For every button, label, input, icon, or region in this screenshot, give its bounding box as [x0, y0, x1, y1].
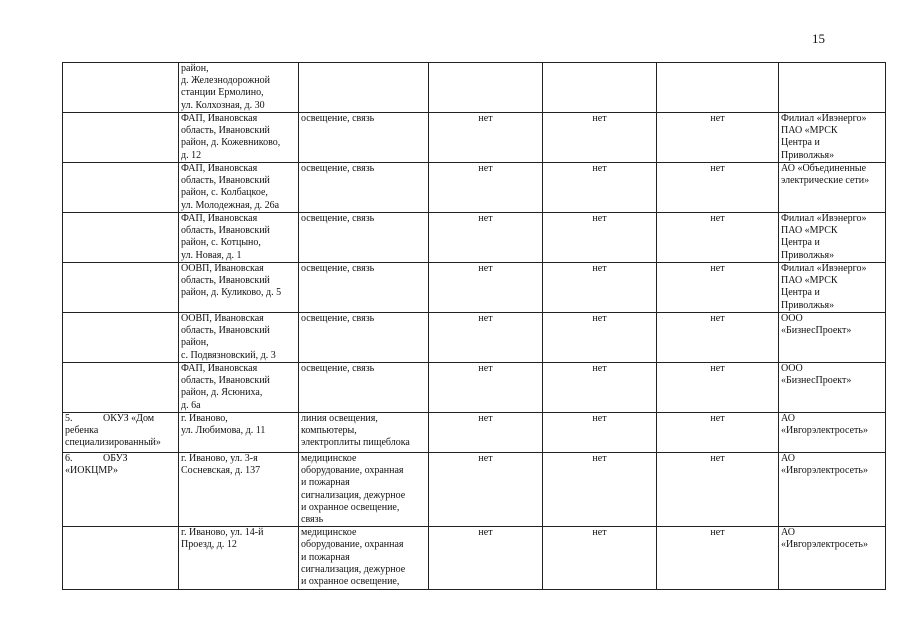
equipment-cell-text: освещение, связь — [301, 213, 375, 224]
supplier-cell — [779, 313, 886, 363]
col5-cell — [543, 527, 657, 590]
page-number: 15 — [812, 31, 825, 46]
equipment-cell — [299, 313, 429, 363]
address-cell — [179, 213, 299, 263]
address-cell-text: ООВП, Ивановская область, Ивановский район, д. Куликово, д. 5 — [181, 263, 282, 299]
supplier-cell — [779, 527, 886, 590]
col4-cell-text: нет — [478, 163, 493, 174]
equipment-cell — [299, 213, 429, 263]
col4-cell — [429, 113, 543, 163]
table-row — [63, 113, 886, 163]
col6-cell — [657, 113, 779, 163]
col6-cell — [657, 213, 779, 263]
supplier-cell — [779, 363, 886, 413]
col5-cell — [543, 213, 657, 263]
col4-cell — [429, 313, 543, 363]
table-row — [63, 363, 886, 413]
supplier-cell-text: ООО «БизнесПроект» — [781, 313, 852, 337]
address-cell-text: ФАП, Ивановская область, Ивановский район, д. Ясюниха, д. 6а — [181, 363, 270, 411]
address-cell — [179, 163, 299, 213]
col6-cell-text: нет — [710, 213, 725, 224]
org-name: ОБУЗ «ИОКЦМР» — [65, 453, 128, 477]
col6-cell-text: нет — [710, 113, 725, 124]
supplier-cell — [779, 63, 886, 113]
col5-cell — [543, 363, 657, 413]
col6-cell-text: нет — [710, 363, 725, 374]
table-row — [63, 313, 886, 363]
equipment-cell — [299, 163, 429, 213]
col6-cell — [657, 163, 779, 213]
org-name: ОКУЗ «Дом ребенка специализированный» — [65, 413, 161, 449]
table-row — [63, 453, 886, 527]
supplier-cell-text: Филиал «Ивэнерго» ПАО «МРСК Центра и Приволжья» — [781, 213, 867, 261]
col6-cell — [657, 527, 779, 590]
col6-cell-text: нет — [710, 163, 725, 174]
table-row — [63, 263, 886, 313]
col4-cell — [429, 413, 543, 453]
supplier-cell — [779, 113, 886, 163]
equipment-cell — [299, 413, 429, 453]
col6-cell — [657, 413, 779, 453]
col4-cell-text: нет — [478, 313, 493, 324]
supplier-cell-text: Филиал «Ивэнерго» ПАО «МРСК Центра и Приволжья» — [781, 113, 867, 161]
col5-cell — [543, 453, 657, 527]
supplier-cell-text: АО «Ивгорэлектросеть» — [781, 413, 868, 437]
table-row — [63, 63, 886, 113]
supplier-cell — [779, 263, 886, 313]
col5-cell — [543, 413, 657, 453]
supplier-cell-text: Филиал «Ивэнерго» ПАО «МРСК Центра и Приволжья» — [781, 263, 867, 311]
col4-cell-text: нет — [478, 413, 493, 424]
supplier-cell-text: АО «Объединенные электрические сети» — [781, 163, 870, 187]
col6-cell-text: нет — [710, 453, 725, 464]
col6-cell — [657, 313, 779, 363]
equipment-cell — [299, 453, 429, 527]
col5-cell-text: нет — [592, 263, 607, 274]
col4-cell-text: нет — [478, 113, 493, 124]
table-row — [63, 413, 886, 453]
equipment-cell-text: линия освещения, компьютеры, электроплиты пищеблока — [301, 413, 410, 449]
equipment-cell — [299, 363, 429, 413]
col5-cell — [543, 63, 657, 113]
col4-cell — [429, 213, 543, 263]
organization-cell — [63, 313, 179, 363]
facilities-table — [62, 62, 886, 590]
table-row — [63, 213, 886, 263]
equipment-cell-text: освещение, связь — [301, 363, 375, 374]
address-cell — [179, 63, 299, 113]
col4-cell — [429, 63, 543, 113]
organization-cell — [63, 213, 179, 263]
col4-cell-text: нет — [478, 527, 493, 539]
org-number: 5. — [65, 413, 73, 424]
col5-cell — [543, 313, 657, 363]
organization-cell — [63, 363, 179, 413]
supplier-cell — [779, 213, 886, 263]
col5-cell-text: нет — [592, 453, 607, 464]
col5-cell — [543, 113, 657, 163]
organization-cell — [63, 413, 179, 453]
address-cell-text: район, д. Железнодорожной станции Ермолино, ул. Колхозная, д. 30 — [181, 63, 270, 111]
col6-cell-text: нет — [710, 527, 725, 539]
col4-cell-text: нет — [478, 263, 493, 274]
equipment-cell — [299, 263, 429, 313]
equipment-cell-text: медицинское оборудование, охранная и пожарная сигнализация, дежурное и охранное освещение, — [301, 527, 406, 588]
address-cell — [179, 363, 299, 413]
organization-cell — [63, 113, 179, 163]
col4-cell-text: нет — [478, 363, 493, 374]
address-cell — [179, 413, 299, 453]
col6-cell-text: нет — [710, 263, 725, 274]
col5-cell — [543, 263, 657, 313]
supplier-cell-text: АО «Ивгорэлектросеть» — [781, 527, 868, 551]
organization-cell — [63, 163, 179, 213]
col6-cell — [657, 453, 779, 527]
col4-cell — [429, 163, 543, 213]
address-cell-text: ФАП, Ивановская область, Ивановский район, д. Кожевниково, д. 12 — [181, 113, 281, 161]
col6-cell — [657, 363, 779, 413]
col4-cell-text: нет — [478, 213, 493, 224]
organization-cell — [63, 527, 179, 590]
address-cell-text: г. Иваново, ул. 14-й Проезд, д. 12 — [181, 527, 264, 551]
col4-cell — [429, 263, 543, 313]
col6-cell-text: нет — [710, 313, 725, 324]
col4-cell — [429, 527, 543, 590]
col5-cell-text: нет — [592, 163, 607, 174]
col6-cell — [657, 263, 779, 313]
col5-cell-text: нет — [592, 413, 607, 424]
col5-cell-text: нет — [592, 313, 607, 324]
table-row — [63, 527, 886, 590]
address-cell — [179, 313, 299, 363]
equipment-cell — [299, 113, 429, 163]
col4-cell — [429, 453, 543, 527]
equipment-cell-text: медицинское оборудование, охранная и пожарная сигнализация, дежурное и охранное освещение, связь — [301, 453, 406, 526]
col4-cell — [429, 363, 543, 413]
table-body — [63, 63, 886, 590]
address-cell-text: г. Иваново, ул. Любимова, д. 11 — [181, 413, 266, 437]
address-cell-text: ФАП, Ивановская область, Ивановский район, с. Котцыно, ул. Новая, д. 1 — [181, 213, 270, 261]
equipment-cell — [299, 63, 429, 113]
col6-cell — [657, 63, 779, 113]
col5-cell-text: нет — [592, 363, 607, 374]
address-cell — [179, 263, 299, 313]
equipment-cell-text: освещение, связь — [301, 263, 375, 274]
supplier-cell — [779, 453, 886, 527]
supplier-cell-text: ООО «БизнесПроект» — [781, 363, 852, 387]
equipment-cell-text: освещение, связь — [301, 313, 375, 324]
col5-cell — [543, 163, 657, 213]
address-cell-text: ФАП, Ивановская область, Ивановский район, с. Колбацкое, ул. Молодежная, д. 26а — [181, 163, 280, 211]
equipment-cell — [299, 527, 429, 590]
address-cell — [179, 527, 299, 590]
org-number: 6. — [65, 453, 73, 464]
table-row — [63, 163, 886, 213]
supplier-cell — [779, 413, 886, 453]
address-cell — [179, 453, 299, 527]
organization-cell — [63, 453, 179, 527]
equipment-cell-text: освещение, связь — [301, 163, 375, 174]
equipment-cell-text: освещение, связь — [301, 113, 375, 124]
organization-cell — [63, 263, 179, 313]
col6-cell-text: нет — [710, 413, 725, 424]
supplier-cell-text: АО «Ивгорэлектросеть» — [781, 453, 868, 477]
organization-cell — [63, 63, 179, 113]
col5-cell-text: нет — [592, 527, 607, 539]
address-cell-text: ООВП, Ивановская область, Ивановский район, с. Подвязновский, д. 3 — [181, 313, 276, 361]
col5-cell-text: нет — [592, 213, 607, 224]
supplier-cell — [779, 163, 886, 213]
address-cell — [179, 113, 299, 163]
address-cell-text: г. Иваново, ул. 3-я Сосневская, д. 137 — [181, 453, 261, 477]
col4-cell-text: нет — [478, 453, 493, 464]
col5-cell-text: нет — [592, 113, 607, 124]
